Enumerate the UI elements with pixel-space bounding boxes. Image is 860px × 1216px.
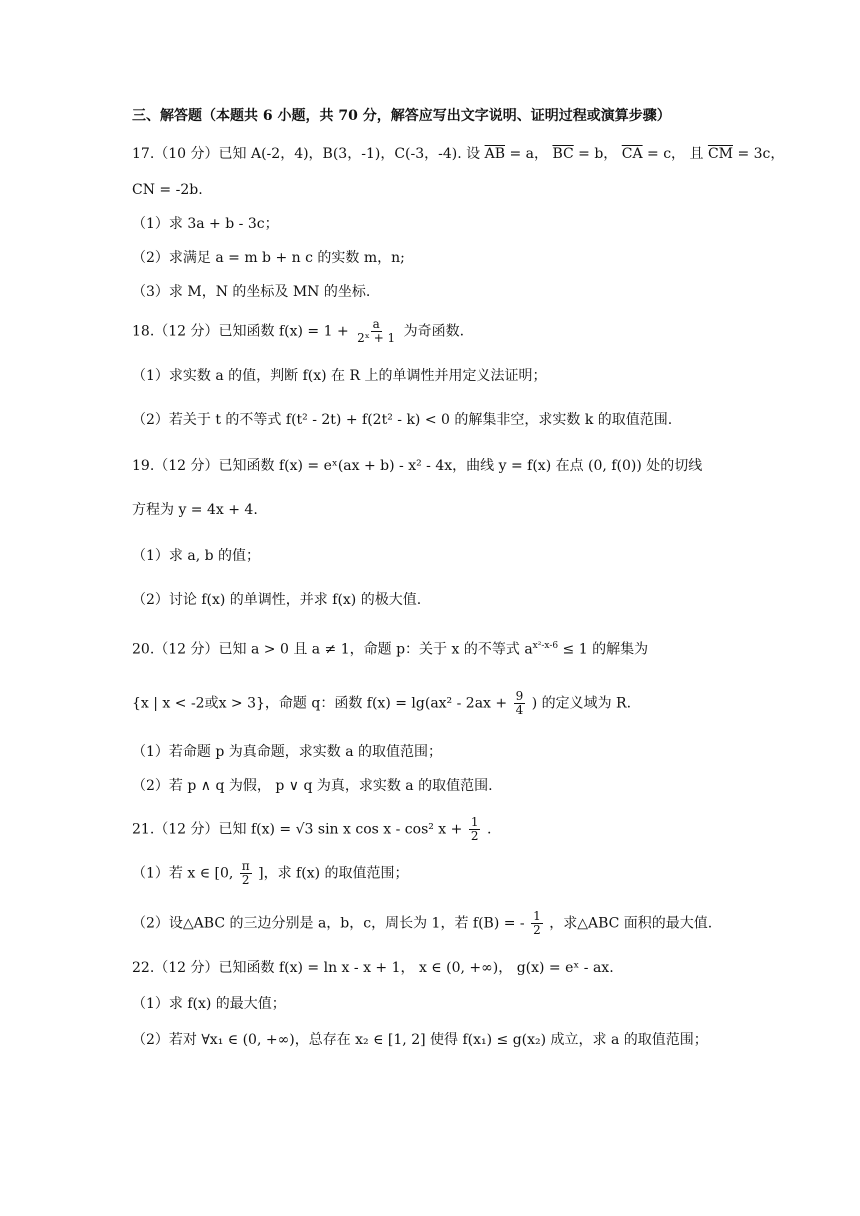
q21-neg-half: [531, 910, 543, 937]
eq-a: = a，: [505, 146, 553, 162]
eq-c: = c， 且: [642, 146, 708, 162]
q21-part2-text: （2）设△ABC 的三边分别是 a，b，c，周长为 1，若 f(B) = -: [132, 915, 525, 932]
q18-part1: （1）求实数 a 的值，判断 f(x) 在 R 上的单调性并用定义法证明；: [132, 368, 547, 384]
q20-stem-end: 的解集为: [592, 641, 649, 658]
q20-frac-den: 4: [515, 703, 524, 717]
q22-part2: （2）若对 ∀x₁ ∈ (0, +∞)，总存在 x₂ ∈ [1, 2] 使得 f(x₁) ≤ g(x₂) 成立，求 a 的取值范围；: [132, 1032, 708, 1048]
q21-half-num: 1: [470, 815, 479, 829]
q21-part2-end: ，求△ABC 面积的最大值.: [549, 915, 713, 932]
q20-part1: （1）若命题 p 为真命题，求实数 a 的取值范围；: [132, 744, 443, 760]
q22-stem: 22.（12 分）已知函数 f(x) = ln x - x + 1， x ∈ (0, +∞)， g(x) = eˣ - ax.: [132, 960, 614, 976]
q20-stem-line1: [132, 636, 648, 660]
q17-part1: （1）求 3a + b - 3c；: [132, 216, 279, 232]
q20-part2: （2）若 p ∧ q 为假， p ∨ q 为真，求实数 a 的取值范围.: [132, 778, 493, 794]
vector-ab: $\overline{AB}$: [484, 146, 505, 162]
q18-stem-text: 18.（12 分）已知函数 f(x) = 1 +: [132, 323, 349, 340]
q21-pi-num: π: [241, 859, 250, 873]
vector-ca: $\overline{CA}$: [621, 146, 643, 162]
q18-frac-den: 2ˣ + 1: [357, 331, 396, 345]
q20-power-exp: x²-x-6: [532, 641, 559, 651]
q17-part3: （3）求 M，N 的坐标及 MN 的坐标.: [132, 284, 371, 300]
q21-neg-half-num: 1: [533, 909, 541, 923]
q21-half: [469, 816, 481, 843]
q21-part1: [132, 860, 409, 887]
q21-pi-den: 2: [241, 873, 250, 887]
eq-cm: = 3c，: [733, 146, 785, 162]
q18-fraction: [355, 318, 397, 345]
q20-domain-text: ) 的定义域为 R.: [531, 695, 632, 712]
q21-neg-half-den: 2: [533, 923, 541, 937]
q17-stem-line1: [132, 144, 784, 164]
q20-stem-line2: [132, 690, 631, 717]
q20-set-text: {x | x < -2或x > 3}，命题 q：函数 f(x) = lg(ax² - 2ax +: [132, 695, 508, 712]
q19-stem-line2: 方程为 y = 4x + 4.: [132, 502, 258, 518]
q21-stem-text: 21.（12 分）已知 f(x) = √3 sin x cos x - cos² x +: [132, 821, 463, 838]
q17-stem-line2: CN = -2b.: [132, 182, 203, 198]
q20-frac-num: 9: [515, 689, 524, 703]
section-title: 三、解答题（本题共 6 小题，共 70 分，解答应写出文字说明、证明过程或演算步骤）: [132, 108, 671, 124]
q17-stem-text: 17.（10 分）已知 A(-2，4)，B(3，-1)，C(-3，-4). 设: [132, 146, 481, 162]
vector-cm: $\overline{CM}$: [707, 146, 733, 162]
eq-b: = b，: [573, 146, 622, 162]
q17-part2: （2）求满足 a = m b + n c 的实数 m，n;: [132, 250, 405, 266]
q21-part1-end: ]，求 f(x) 的取值范围；: [258, 865, 409, 882]
q18-stem: [132, 318, 464, 345]
q21-part2: [132, 910, 712, 937]
q19-part1: （1）求 a, b 的值；: [132, 548, 261, 564]
q21-half-den: 2: [470, 829, 479, 843]
q18-frac-num: a: [372, 317, 380, 331]
q21-part1-text: （1）若 x ∈ [0,: [132, 865, 234, 882]
q20-fraction: [514, 690, 526, 717]
q20-stem-text: 20.（12 分）已知 a > 0 且 a ≠ 1，命题 p：关于 x 的不等式: [132, 641, 520, 658]
q18-stem-end: 为奇函数.: [403, 323, 465, 340]
q20-power-rel: ≤ 1: [558, 641, 593, 658]
q19-stem-line1: 19.（12 分）已知函数 f(x) = eˣ(ax + b) - x² - 4x，曲线 y = f(x) 在点 (0, f(0)) 处的切线: [132, 458, 703, 474]
q21-stem-end: .: [486, 821, 492, 838]
q19-part2: （2）讨论 f(x) 的单调性，并求 f(x) 的极大值.: [132, 592, 422, 608]
q21-pi-half: [240, 860, 252, 887]
q18-part2: （2）若关于 t 的不等式 f(t² - 2t) + f(2t² - k) < 0 的解集非空，求实数 k 的取值范围.: [132, 412, 673, 428]
q20-power-base: a: [524, 641, 533, 658]
q21-stem: [132, 816, 491, 843]
q22-part1: （1）求 f(x) 的最大值；: [132, 996, 286, 1012]
vector-bc: $\overline{BC}$: [552, 146, 574, 162]
